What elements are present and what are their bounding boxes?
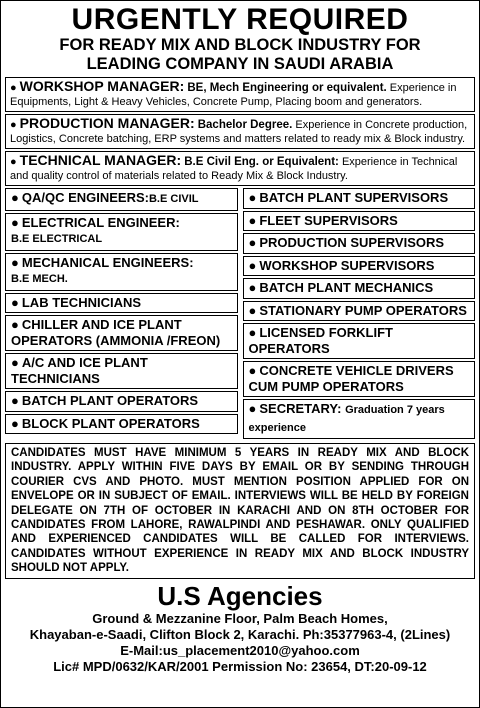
- headline: URGENTLY REQUIRED: [71, 3, 409, 36]
- position-title: PRODUCTION SUPERVISORS: [259, 235, 445, 250]
- bullet-icon: ●: [248, 235, 257, 250]
- position-title: SECRETARY:: [259, 401, 342, 416]
- sub-headline-2: LEADING COMPANY IN SAUDI ARABIA: [86, 55, 394, 73]
- position-title: BATCH PLANT SUPERVISORS: [259, 190, 449, 205]
- bullet-icon: ●: [248, 280, 257, 295]
- position-ac-ice-plant-technicians: [5, 353, 238, 389]
- manager-detail: Experience in Equipments, Light & Heavy Vehicles, Concrete Pump, Placing boom and generators.: [10, 82, 457, 108]
- position-title: A/C AND ICE PLANT TECHNICIANS: [11, 355, 148, 386]
- position-fleet-supervisors: [243, 211, 476, 232]
- position-concrete-vehicle-drivers: [243, 361, 476, 397]
- position-title: STATIONARY PUMP OPERATORS: [259, 302, 467, 318]
- bullet-icon: ●: [10, 82, 17, 94]
- bullet-icon: ●: [10, 156, 17, 168]
- position-block-plant-operators: [5, 414, 238, 435]
- agency-block: [1, 581, 479, 675]
- manager-qualification: B.E Civil Eng. or Equivalent:: [184, 156, 339, 168]
- position-chiller-ice-plant-operators: [5, 315, 238, 351]
- sub-headline-1: FOR READY MIX AND BLOCK INDUSTRY FOR: [59, 36, 421, 54]
- bullet-icon: ●: [11, 294, 19, 310]
- agency-name: U.S Agencies: [157, 580, 323, 611]
- bullet-icon: ●: [248, 212, 257, 228]
- position-qa-qc-engineers: [5, 188, 238, 211]
- manager-technical: [5, 151, 475, 186]
- application-notice: CANDIDATES MUST HAVE MINIMUM 5 YEARS IN READY MIX AND BLOCK INDUSTRY. APPLY WITHIN FIVE DAYS BY EMAIL OR BY SENDING THROUGH COURIER CVS AND PHOTO. MUST MENTION POSITION APPLIED FOR ON ENVELOPE OR IN SUBJECT OF EMAIL. INTERVIEWS WILL BE HELD BY FOREIGN DELEGATE ON 7TH OF OCTOBER IN KARACHI AND ON 8TH OCTOBER FOR CANDIDATES FROM LAHORE, RAWALPINDI AND PESHAWAR. ONLY QUALIFIED AND EXPERIENCED CANDIDATES WILL BE CALLED FOR INTERVIEWS. CANDIDATES WITHOUT EXPERIENCE IN READY MIX AND BLOCK INDUSTRY SHOULD NOT APPLY.: [5, 443, 475, 579]
- manager-detail: Experience in Concrete production, Logistics, Concrete batching, ERP systems and matters related to ready mix & Block industry.: [10, 119, 468, 145]
- bullet-icon: ●: [10, 119, 17, 131]
- position-title: BATCH PLANT MECHANICS: [259, 280, 434, 295]
- bullet-icon: ●: [248, 401, 257, 416]
- position-secretary: [243, 399, 476, 439]
- bullet-icon: ●: [248, 325, 257, 340]
- position-qualification: Graduation 7 years experience: [248, 404, 445, 434]
- bullet-icon: ●: [248, 190, 257, 205]
- position-mechanical-engineers: [5, 253, 238, 291]
- bullet-icon: ●: [11, 355, 19, 370]
- position-licensed-forklift-operators: [243, 323, 476, 359]
- agency-address-line-1: Ground & Mezzanine Floor, Palm Beach Homes,: [92, 610, 388, 626]
- manager-title: TECHNICAL MANAGER:: [19, 152, 182, 168]
- agency-address-line-2: Khayaban-e-Saadi, Clifton Block 2, Karachi. Ph:35377963-4, (2Lines): [29, 626, 451, 642]
- bullet-icon: ●: [11, 393, 19, 408]
- manager-detail: Experience in Technical and quality control of materials related to Ready Mix & Block Industry.: [10, 156, 458, 182]
- bullet-icon: ●: [11, 214, 19, 230]
- positions-grid: [5, 188, 475, 439]
- bullet-icon: ●: [11, 190, 19, 205]
- position-qualification: B.E CIVIL: [148, 193, 199, 205]
- position-title: WORKSHOP SUPERVISORS: [259, 257, 435, 273]
- position-stationary-pump-operators: [243, 301, 476, 322]
- manager-title: WORKSHOP MANAGER:: [19, 78, 185, 94]
- position-title: CONCRETE VEHICLE DRIVERS CUM PUMP OPERATORS: [248, 363, 454, 394]
- position-qualification: B.E ELECTRICAL: [11, 233, 103, 245]
- position-batch-plant-operators: [5, 391, 238, 412]
- position-title: FLEET SUPERVISORS: [259, 212, 398, 228]
- bullet-icon: ●: [11, 317, 19, 332]
- position-electrical-engineer: [5, 213, 238, 251]
- position-batch-plant-supervisors: [243, 188, 476, 209]
- manager-workshop: [5, 77, 475, 112]
- position-title: ELECTRICAL ENGINEER:: [21, 214, 180, 230]
- positions-left-column: [5, 188, 238, 439]
- bullet-icon: ●: [11, 415, 19, 431]
- manager-title: PRODUCTION MANAGER:: [19, 115, 195, 131]
- position-batch-plant-mechanics: [243, 278, 476, 299]
- position-workshop-supervisors: [243, 256, 476, 277]
- position-title: CHILLER AND ICE PLANT OPERATORS (AMMONIA /FREON): [11, 317, 221, 348]
- manager-qualification: Bachelor Degree.: [197, 119, 293, 131]
- position-lab-technicians: [5, 293, 238, 314]
- position-title: BLOCK PLANT OPERATORS: [21, 415, 200, 431]
- position-title: QA/QC ENGINEERS:: [21, 190, 149, 205]
- positions-right-column: [243, 188, 476, 439]
- position-title: LAB TECHNICIANS: [21, 294, 142, 310]
- position-title: MECHANICAL ENGINEERS:: [21, 254, 194, 270]
- position-title: BATCH PLANT OPERATORS: [21, 393, 199, 408]
- agency-license: Lic# MPD/0632/KAR/2001 Permission No: 23654, DT:20-09-12: [53, 658, 427, 674]
- position-qualification: B.E MECH.: [11, 273, 68, 285]
- manager-production: [5, 114, 475, 149]
- agency-email: E-Mail:us_placement2010@yahoo.com: [120, 642, 360, 658]
- position-title: LICENSED FORKLIFT OPERATORS: [248, 325, 393, 356]
- bullet-icon: ●: [248, 363, 257, 378]
- position-production-supervisors: [243, 233, 476, 254]
- bullet-icon: ●: [248, 302, 257, 318]
- bullet-icon: ●: [248, 257, 257, 273]
- bullet-icon: ●: [11, 254, 19, 270]
- manager-qualification: BE, Mech Engineering or equivalent.: [187, 82, 387, 94]
